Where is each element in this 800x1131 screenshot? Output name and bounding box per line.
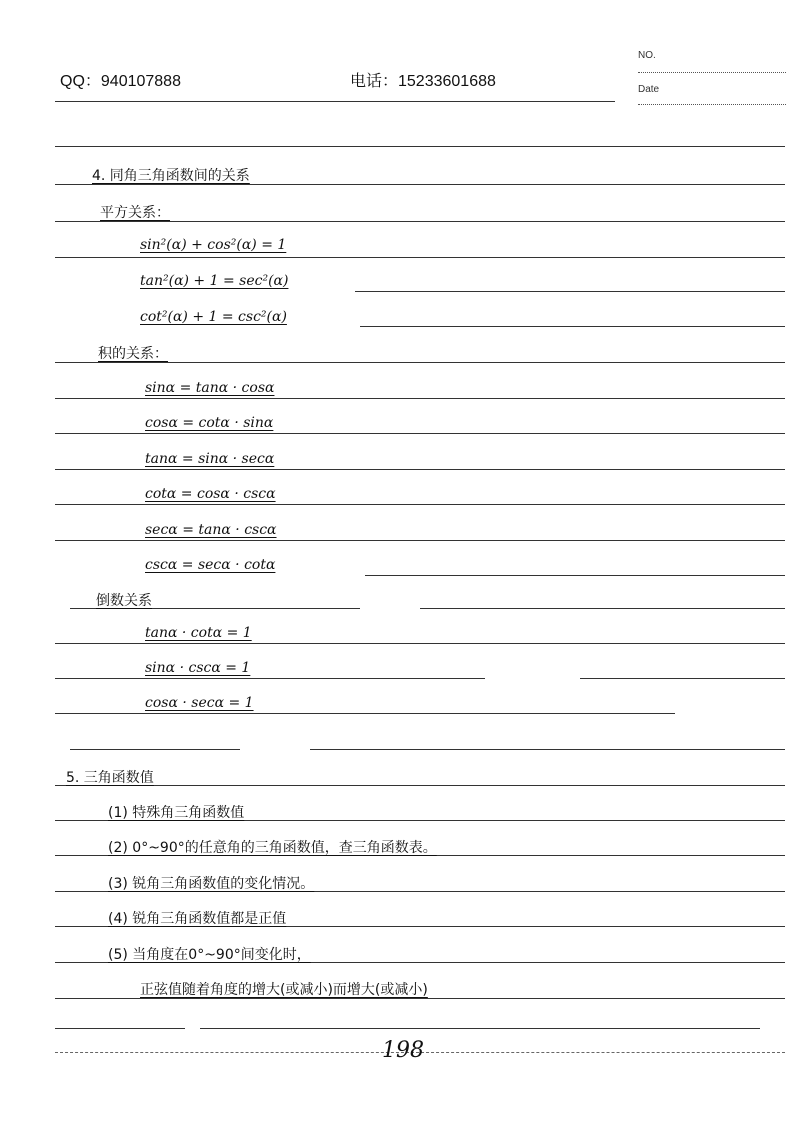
product-relation-label: 积的关系：: [98, 346, 168, 362]
section-5-item: 正弦值随着角度的增大(或减小)而增大(或减小): [140, 982, 428, 998]
square-formula: cot²(α) + 1 = csc²(α): [140, 309, 287, 325]
ruled-line: [360, 326, 785, 327]
product-formula: tanα = sinα · secα: [145, 451, 275, 467]
product-formula: sinα = tanα · cosα: [145, 380, 275, 396]
ruled-line: [55, 398, 785, 399]
reciprocal-relation-label: 倒数关系: [96, 593, 152, 609]
ruled-line: [55, 257, 785, 258]
ruled-line: [365, 575, 785, 576]
ruled-line: [55, 785, 785, 786]
square-relation-label: 平方关系：: [100, 205, 170, 221]
ruled-line: [55, 643, 785, 644]
ruled-line: [580, 678, 785, 679]
section-5-item: (5) 当角度在0°~90°间变化时，: [108, 947, 311, 963]
ruled-line: [355, 291, 785, 292]
header-rule: [55, 101, 615, 102]
ruled-line: [55, 713, 675, 714]
section-5-item: (4) 锐角三角函数值都是正值: [108, 911, 287, 927]
page-number: 198: [382, 1038, 424, 1063]
product-formula: cosα = cotα · sinα: [145, 415, 274, 431]
no-label: NO.: [638, 50, 656, 61]
ruled-line: [420, 608, 785, 609]
no-line: [638, 72, 786, 73]
section-5-item: (2) 0°~90°的任意角的三角函数值，查三角函数表。: [108, 840, 437, 856]
square-formula: sin²(α) + cos²(α) = 1: [140, 237, 287, 253]
qq-number: QQ：940107888: [60, 73, 181, 90]
date-line: [638, 104, 786, 105]
ruled-line: [55, 1028, 185, 1029]
reciprocal-formula: tanα · cotα = 1: [145, 625, 252, 641]
section-5-item: (3) 锐角三角函数值的变化情况。: [108, 876, 315, 892]
ruled-line: [55, 433, 785, 434]
ruled-line: [55, 469, 785, 470]
product-formula: secα = tanα · cscα: [145, 522, 277, 538]
square-formula: tan²(α) + 1 = sec²(α): [140, 273, 289, 289]
product-formula: cscα = secα · cotα: [145, 557, 276, 573]
reciprocal-formula: sinα · cscα = 1: [145, 660, 251, 676]
ruled-line: [55, 504, 785, 505]
ruled-line: [55, 540, 785, 541]
ruled-line: [310, 749, 785, 750]
ruled-line: [200, 1028, 760, 1029]
ruled-line: [55, 146, 785, 147]
section-5-item: (1) 特殊角三角函数值: [108, 805, 245, 821]
ruled-line: [70, 749, 240, 750]
section-4-title: 4. 同角三角函数间的关系: [92, 168, 250, 184]
phone-number: 电话：15233601688: [350, 73, 496, 90]
product-formula: cotα = cosα · cscα: [145, 486, 276, 502]
ruled-line: [55, 678, 485, 679]
date-label: Date: [638, 84, 660, 95]
reciprocal-formula: cosα · secα = 1: [145, 695, 254, 711]
section-5-title: 5. 三角函数值: [66, 770, 154, 786]
